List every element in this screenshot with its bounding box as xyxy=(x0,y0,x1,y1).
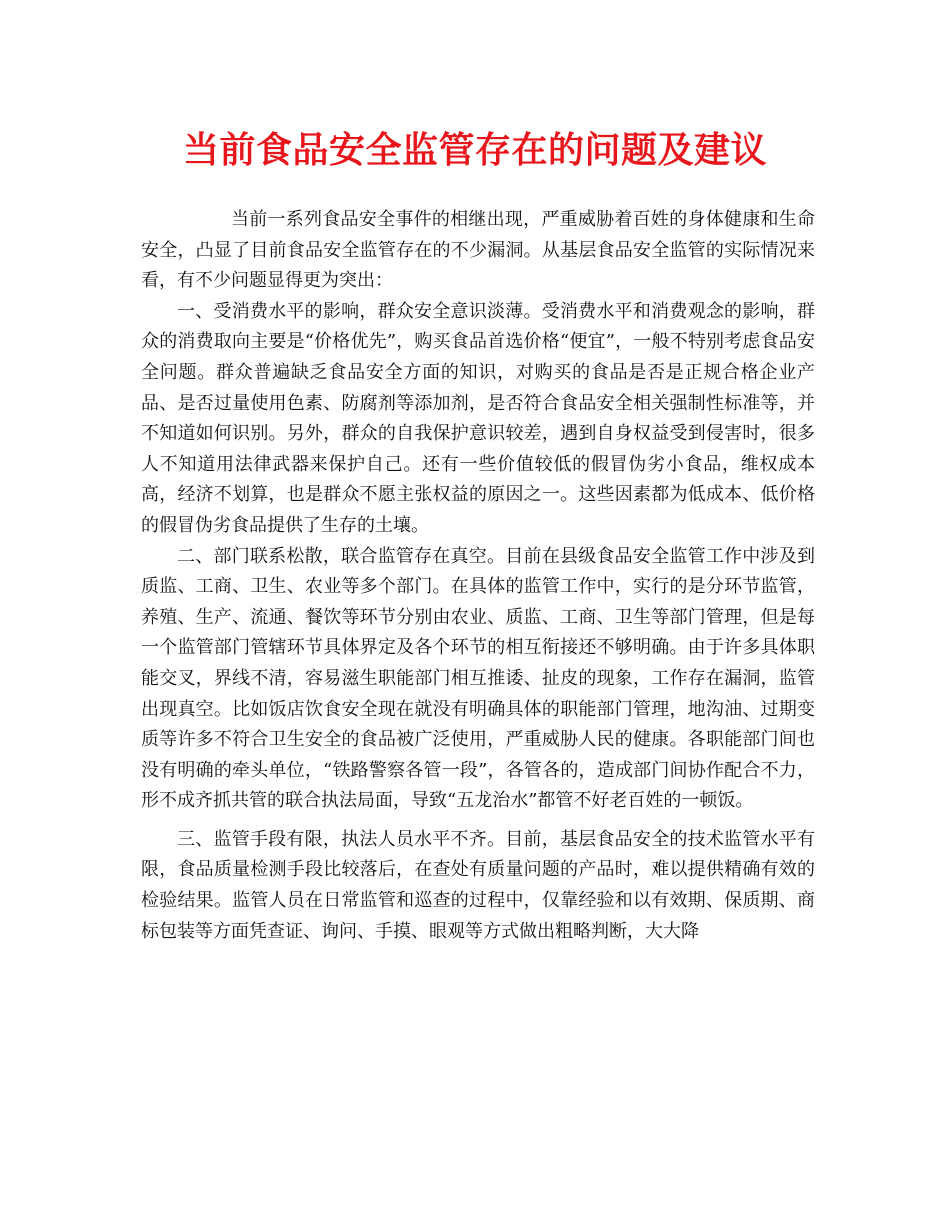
section-two-paragraph: 二、部门联系松散，联合监管存在真空。目前在县级食品安全监管工作中涉及到质监、工商、卫生、农业等多个部门。在具体的监管工作中，实行的是分环节监管，养殖、生产、流通、餐饮等环节分别由农业、质监、工商、卫生等部门管理，但是每一个监管部门管辖环节具体界定及各个环节的相互衔接还不够明确。由于许多具体职能交叉，界线不清，容易滋生职能部门相互推诿、扯皮的现象，工作存在漏洞，监管出现真空。比如饭店饮食安全现在就没有明确具体的职能部门管理，地沟油、过期变质等许多不符合卫生安全的食品被广泛使用，严重威胁人民的健康。各职能部门间也没有明确的牵头单位，“铁路警察各管一段”，各管各的，造成部门间协作配合不力，形不成齐抓共管的联合执法局面，导致“五龙治水”都管不好老百姓的一顿饭。 xyxy=(141,545,815,812)
document-title: 当前食品安全监管存在的问题及建议 xyxy=(182,129,767,171)
section-one-paragraph: 一、受消费水平的影响，群众安全意识淡薄。受消费水平和消费观念的影响，群众的消费取向主要是“价格优先”，购买食品首选价格“便宜”，一般不特别考虑食品安全问题。群众普遍缺乏食品安全方面的知识，对购买的食品是否是正规合格企业产品、是否过量使用色素、防腐剂等添加剂，是否符合食品安全相关强制性标准等，并不知道如何识别。另外，群众的自我保护意识较差，遇到自身权益受到侵害时，很多人不知道用法律武器来保护自己。还有一些价值较低的假冒伪劣小食品，维权成本高，经济不划算，也是群众不愿主张权益的原因之一。这些因素都为低成本、低价格的假冒伪劣食品提供了生存的土壤。 xyxy=(141,300,815,536)
intro-paragraph: 当前一系列食品安全事件的相继出现，严重威胁着百姓的身体健康和生命安全，凸显了目前食品安全监管存在的不少漏洞。从基层食品安全监管的实际情况来看，有不少问题显得更为突出： xyxy=(141,209,815,292)
section-three-paragraph: 三、监管手段有限，执法人员水平不齐。目前，基层食品安全的技术监管水平有限，食品质量检测手段比较落后，在查处有质量问题的产品时，难以提供精确有效的检验结果。监管人员在日常监管和巡查的过程中，仅靠经验和以有效期、保质期、商标包装等方面凭查证、询问、手摸、眼观等方式做出粗略判断，大大降 xyxy=(141,828,815,942)
document-body xyxy=(141,205,815,947)
